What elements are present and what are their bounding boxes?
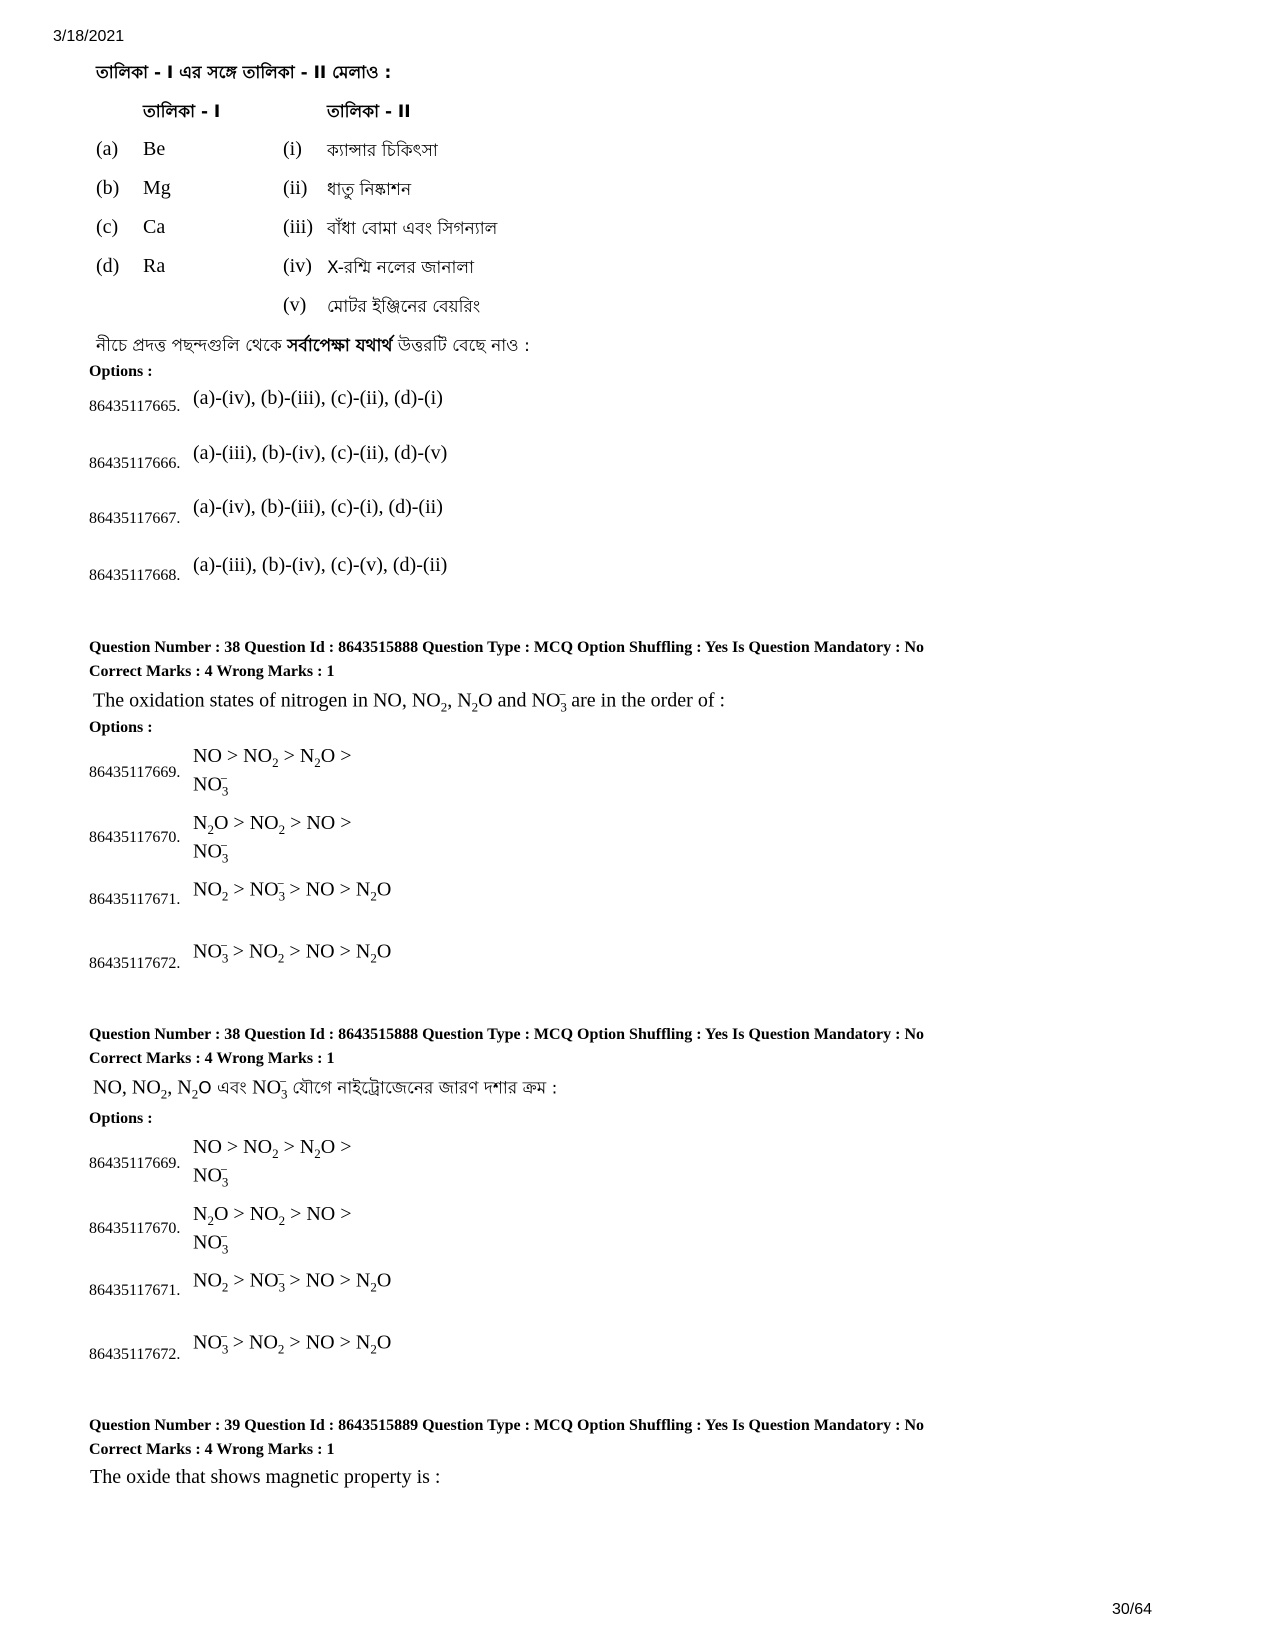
row-value-left: Mg	[143, 177, 171, 199]
options-label: Options :	[89, 363, 153, 380]
option-formula: NO > $NO_2 > N_2O > NO_3^-$	[193, 745, 352, 799]
row-key-right: (v)	[283, 294, 307, 316]
row-value-right: মোটর ইঞ্জিনের বেয়রিং	[327, 297, 481, 317]
option-id: 86435117670.	[89, 1220, 181, 1237]
option-id: 86435117667.	[89, 510, 181, 527]
row-value-right: বাঁধা বোমা এবং সিগন্যাল	[327, 219, 498, 239]
row-key-left: (d)	[96, 255, 120, 277]
option-id: 86435117672.	[89, 1346, 181, 1363]
option-text: (a)-(iv), (b)-(iii), (c)-(ii), (d)-(i)	[193, 387, 443, 409]
row-value-left: Be	[143, 138, 166, 160]
options-label: Options :	[89, 1110, 153, 1127]
row-key-right: (iii)	[283, 216, 313, 238]
option-text: (a)-(iv), (b)-(iii), (c)-(i), (d)-(ii)	[193, 496, 443, 518]
option-formula: $NO_2 > NO_3^-$ > NO > $N_2O$	[193, 876, 392, 904]
row-value-left: Ra	[143, 255, 166, 277]
option-formula: NO > $NO_2 > N_2O > NO_3^-$	[193, 1136, 352, 1190]
row-value-right: ক্যান্সার চিকিৎসা	[327, 141, 438, 161]
option-id: 86435117669.	[89, 1155, 181, 1172]
row-key-right: (iv)	[283, 255, 312, 277]
option-id: 86435117668.	[89, 567, 181, 584]
option-id: 86435117666.	[89, 455, 181, 472]
row-key-left: (a)	[96, 138, 119, 160]
question-header: Question Number : 38 Question Id : 8643515888 Question Type : MCQ Option Shuffling : Yes Is Question Mandatory : No Correct Marks : 4 Wrong Marks : 1	[89, 1026, 925, 1067]
option-formula: $NO_3^- > NO_2$ > NO > $N_2O$	[193, 938, 392, 966]
question-text: The oxidation states of nitrogen in NO, $NO_2$, $N_2O$ and $NO_3^-$ are in the order of :	[93, 687, 726, 715]
row-value-left: Ca	[143, 216, 166, 238]
question-header: Question Number : 39 Question Id : 8643515889 Question Type : MCQ Option Shuffling : Yes Is Question Mandatory : No Correct Marks : 4 Wrong Marks : 1	[89, 1417, 925, 1458]
list-1-header: তালিকা - I	[143, 102, 221, 122]
question-text: NO, $NO_2$, $N_2O$ এবং $NO_3^-$ যৌগে নাইট্রোজেনের জারণ দশার ক্রম :	[93, 1074, 558, 1102]
option-text: (a)-(iii), (b)-(iv), (c)-(ii), (d)-(v)	[193, 442, 448, 464]
choose-instruction: নীচে প্রদত্ত পছন্দগুলি থেকে সর্বাপেক্ষা যথার্থ উত্তরটি বেছে নাও :	[96, 336, 530, 356]
match-instruction: তালিকা - I এর সঙ্গে তালিকা - II মেলাও :	[96, 63, 392, 83]
row-value-right: ধাতু নিষ্কাশন	[327, 180, 412, 200]
option-formula: $N_2O > NO_2$ > NO > $NO_3^-$	[193, 812, 352, 866]
question-header: Question Number : 38 Question Id : 8643515888 Question Type : MCQ Option Shuffling : Yes Is Question Mandatory : No Correct Marks : 4 Wrong Marks : 1	[89, 639, 925, 680]
row-value-right: X-রশ্মি নলের জানালা	[327, 258, 475, 278]
row-key-right: (i)	[283, 138, 302, 160]
option-formula: $NO_2 > NO_3^-$ > NO > $N_2O$	[193, 1267, 392, 1295]
page-number: 30/64	[1111, 1601, 1152, 1618]
option-text: (a)-(iii), (b)-(iv), (c)-(v), (d)-(ii)	[193, 554, 448, 576]
option-id: 86435117669.	[89, 764, 181, 781]
row-key-left: (b)	[96, 177, 120, 199]
option-id: 86435117671.	[89, 891, 181, 908]
option-id: 86435117665.	[89, 398, 181, 415]
option-id: 86435117672.	[89, 955, 181, 972]
option-formula: $N_2O > NO_2$ > NO > $NO_3^-$	[193, 1203, 352, 1257]
option-formula: $NO_3^- > NO_2$ > NO > $N_2O$	[193, 1329, 392, 1357]
row-key-left: (c)	[96, 216, 119, 238]
question-text: The oxide that shows magnetic property is :	[90, 1466, 441, 1488]
row-key-right: (ii)	[283, 177, 308, 199]
print-date: 3/18/2021	[53, 28, 125, 45]
options-label: Options :	[89, 719, 153, 736]
option-id: 86435117671.	[89, 1282, 181, 1299]
option-id: 86435117670.	[89, 829, 181, 846]
list-2-header: তালিকা - II	[327, 102, 411, 122]
